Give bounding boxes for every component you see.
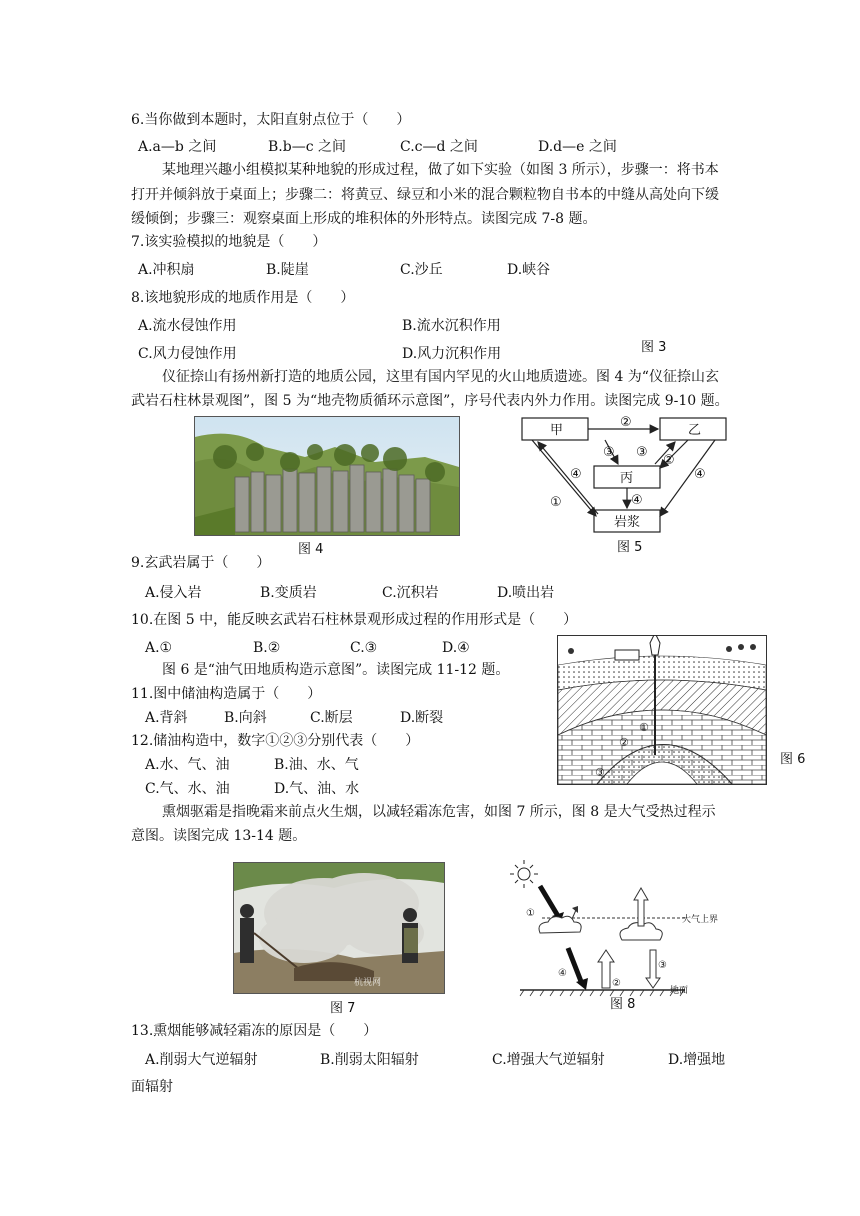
- q13-option-c: C.增强大气逆辐射: [492, 1052, 605, 1068]
- fig5-mark-2b: ②: [663, 453, 675, 468]
- q13-stem: 13.熏烟能够减轻霜冻的原因是（ ）: [131, 1023, 378, 1039]
- q8-option-a: A.流水侵蚀作用: [138, 318, 237, 334]
- fig5-mark-1: ①: [550, 495, 562, 510]
- fig8-mark-2: ②: [612, 978, 621, 989]
- fig6-caption: 图 6: [780, 752, 806, 767]
- oil-gas-structure-diagram: [557, 635, 767, 785]
- q10-option-a: A.①: [145, 640, 173, 656]
- q9-option-b: B.变质岩: [260, 585, 317, 601]
- smoke-burning-photo: [233, 862, 445, 994]
- box-bing-label: 丙: [620, 471, 634, 486]
- fig5-mark-4a: ④: [570, 467, 582, 482]
- intro-7-8-line-1: 某地理兴趣小组模拟某种地貌的形成过程，做了如下实验（如图 3 所示），步骤一：将书本: [162, 162, 719, 178]
- q10-stem: 10.在图 5 中，能反映玄武岩石柱林景观形成过程的作用形式是（ ）: [131, 612, 578, 628]
- rock-cycle-diagram: [510, 412, 740, 557]
- fig8-mark-3: ③: [658, 960, 667, 971]
- intro-13-14-line-1: 熏烟驱霜是指晚霜来前点火生烟，以减轻霜冻危害，如图 7 所示，图 8 是大气受热过程示: [162, 804, 716, 820]
- fig6-mark-3: ③: [595, 766, 605, 779]
- q8-option-b: B.流水沉积作用: [402, 318, 501, 334]
- q11-option-c: C.断层: [310, 710, 353, 726]
- q6-option-d: D.d—e 之间: [538, 139, 617, 155]
- fig5-mark-3b: ③: [636, 445, 648, 460]
- q12-option-d: D.气、油、水: [274, 781, 360, 797]
- q9-option-a: A.侵入岩: [145, 585, 202, 601]
- q6-option-b: B.b—c 之间: [268, 139, 346, 155]
- q13-option-b: B.削弱太阳辐射: [320, 1052, 419, 1068]
- q7-option-b: B.陡崖: [266, 262, 309, 278]
- fig7-caption: 图 7: [330, 1001, 356, 1016]
- q11-option-b: B.向斜: [224, 710, 267, 726]
- fig6-mark-1: ①: [639, 721, 649, 734]
- fig3-caption: 图 3: [641, 340, 667, 355]
- q13-option-a: A.削弱大气逆辐射: [145, 1052, 258, 1068]
- intro-7-8-line-3: 缓倾倒；步骤三：观察桌面上形成的堆积体的外形特点。读图完成 7-8 题。: [131, 211, 597, 227]
- box-magma-label: 岩浆: [614, 515, 641, 530]
- basalt-column-photo: [194, 416, 460, 536]
- q13-option-d: D.增强地: [668, 1052, 726, 1068]
- intro-9-10-line-2: 武岩石柱林景观图”，图 5 为“地壳物质循环示意图”，序号代表内外力作用。读图完成 9-10 题。: [131, 393, 729, 409]
- fig5-mark-3a: ③: [603, 445, 615, 460]
- q10-option-d: D.④: [442, 640, 470, 656]
- fig8-ground-label: 地面: [670, 986, 689, 996]
- q6-option-a: A.a—b 之间: [138, 139, 217, 155]
- q13-option-d-wrap: 面辐射: [131, 1079, 173, 1095]
- q7-option-a: A.冲积扇: [138, 262, 195, 278]
- fig4-caption: 图 4: [298, 542, 324, 557]
- intro-9-10-line-1: 仪征捺山有扬州新打造的地质公园，这里有国内罕见的火山地质遗迹。图 4 为“仪征捺山玄: [162, 369, 719, 385]
- q9-stem: 9.玄武岩属于（ ）: [131, 555, 271, 571]
- intro-11-12: 图 6 是“油气田地质构造示意图”。读图完成 11-12 题。: [162, 662, 510, 678]
- intro-7-8-line-2: 打开并倾斜放于桌面上；步骤二：将黄豆、绿豆和小米的混合颗粒物自书本的中缝从高处向下缓: [131, 187, 719, 203]
- box-jia-label: 甲: [550, 423, 564, 438]
- q11-option-a: A.背斜: [145, 710, 188, 726]
- fig8-upper-boundary-label: 大气上界: [682, 915, 719, 925]
- fig8-mark-4: ④: [558, 968, 567, 979]
- fig8-caption: 图 8: [610, 997, 636, 1012]
- intro-13-14-line-2: 意图。读图完成 13-14 题。: [131, 828, 307, 844]
- fig5-mark-4b: ④: [631, 493, 643, 508]
- fig8-mark-1: ①: [526, 908, 535, 919]
- q12-option-b: B.油、水、气: [274, 757, 359, 773]
- q6-option-c: C.c—d 之间: [400, 139, 478, 155]
- fig7-watermark: 杭视网: [354, 978, 382, 988]
- fig5-mark-2a: ②: [620, 415, 632, 430]
- fig5-mark-4c: ④: [694, 467, 706, 482]
- q10-option-c: C.③: [350, 640, 378, 656]
- q9-option-d: D.喷出岩: [497, 585, 555, 601]
- q8-option-c: C.风力侵蚀作用: [138, 346, 237, 362]
- atmosphere-heating-diagram: [510, 858, 730, 998]
- q8-option-d: D.风力沉积作用: [402, 346, 502, 362]
- q6-stem: 6.当你做到本题时，太阳直射点位于（ ）: [131, 112, 411, 128]
- q12-option-a: A.水、气、油: [145, 757, 230, 773]
- fig6-mark-2: ②: [619, 736, 629, 749]
- q11-stem: 11.图中储油构造属于（ ）: [131, 686, 322, 702]
- q11-option-d: D.断裂: [400, 710, 444, 726]
- q12-option-c: C.气、水、油: [145, 781, 230, 797]
- q10-option-b: B.②: [253, 640, 281, 656]
- q9-option-c: C.沉积岩: [382, 585, 439, 601]
- q7-option-d: D.峡谷: [507, 262, 551, 278]
- q7-stem: 7.该实验模拟的地貌是（ ）: [131, 234, 327, 250]
- fig5-caption: 图 5: [617, 540, 643, 555]
- q7-option-c: C.沙丘: [400, 262, 443, 278]
- q8-stem: 8.该地貌形成的地质作用是（ ）: [131, 290, 355, 306]
- box-yi-label: 乙: [688, 423, 702, 438]
- q12-stem: 12.储油构造中，数字①②③分别代表（ ）: [131, 733, 420, 749]
